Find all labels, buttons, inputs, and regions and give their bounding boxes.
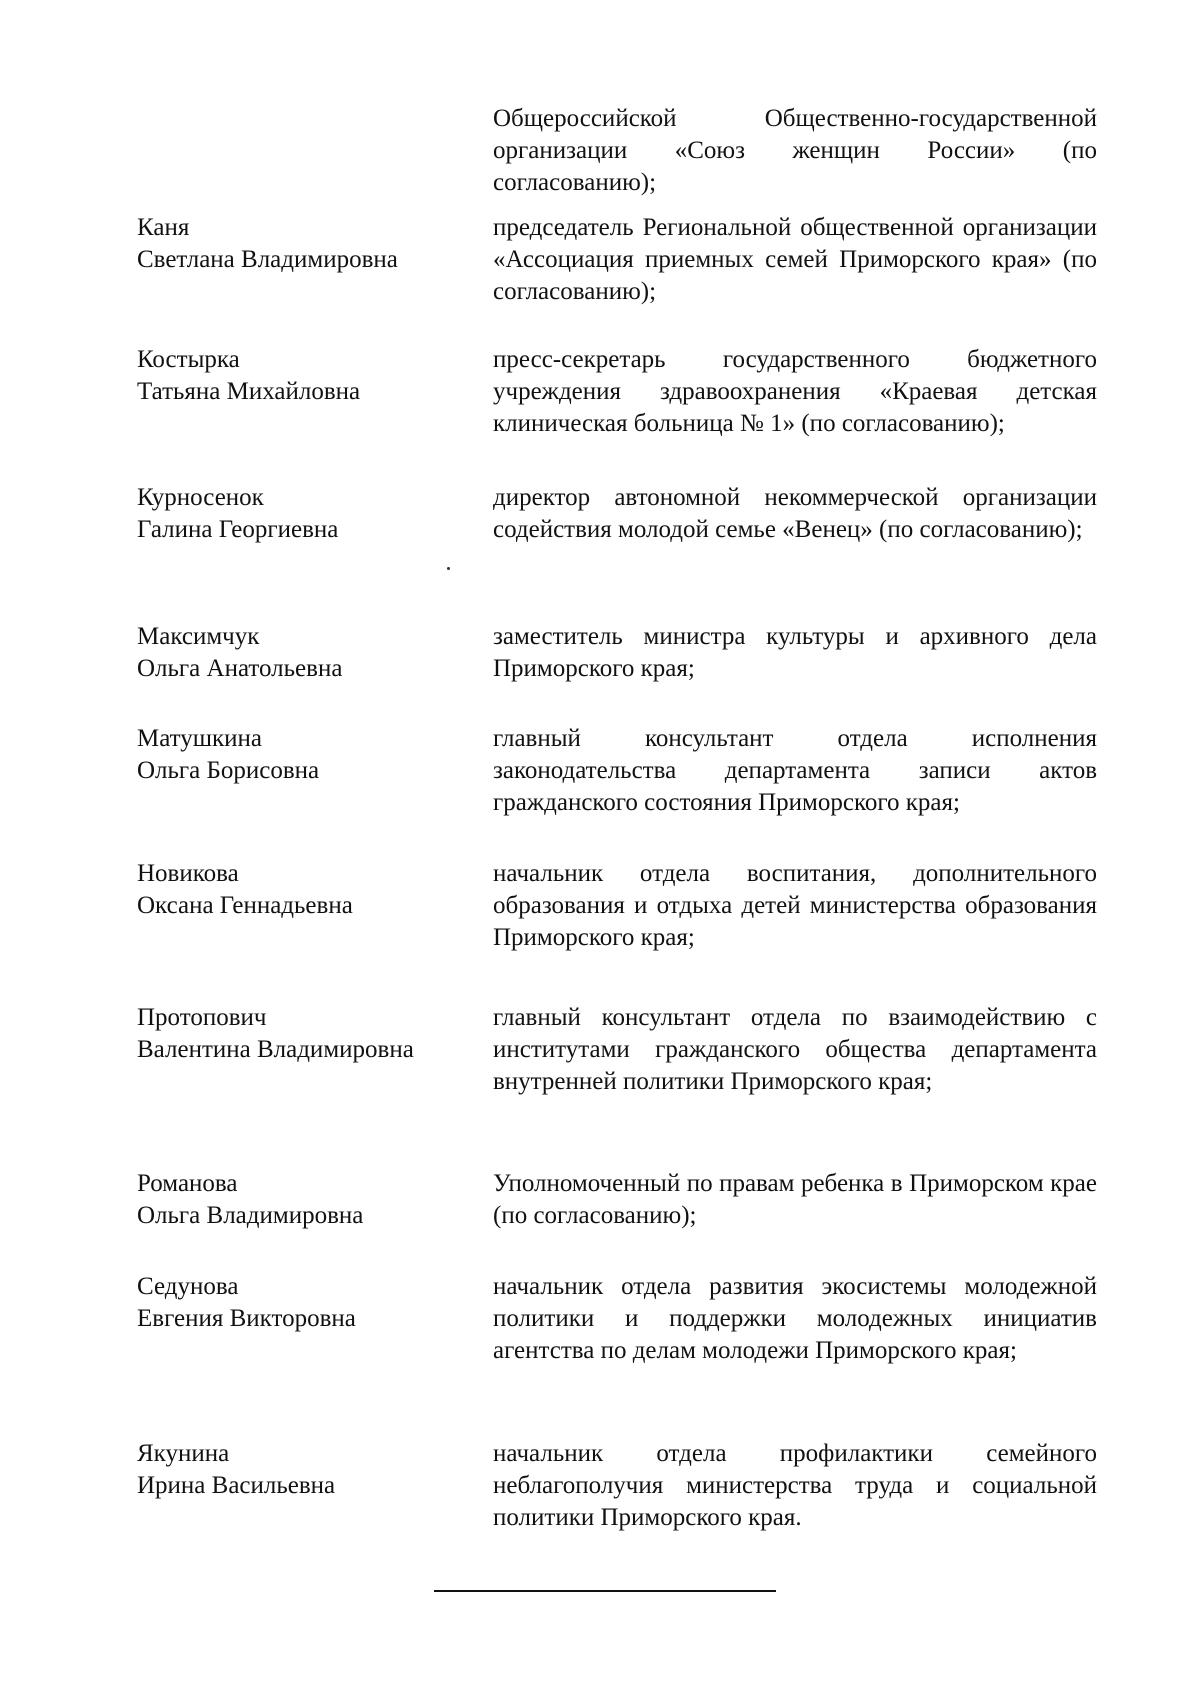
member-name (137, 1438, 467, 1502)
member-role: начальник отдела воспитания, дополнительного образования и отдыха детей министерства образования Приморского края; (493, 860, 1097, 951)
member-surname: Седунова (137, 1273, 239, 1300)
member-name (137, 858, 467, 922)
member-given-names: Валентина Владимировна (137, 1036, 414, 1063)
member-given-names: Евгения Викторовна (137, 1305, 356, 1332)
member-name (137, 212, 467, 276)
member-given-names: Галина Георгиевна (137, 516, 339, 543)
member-surname: Матушкина (137, 725, 263, 752)
member-role: пресс-секретарь государственного бюджетного учреждения здравоохранения «Краевая детская клиническая больница № 1» (по согласованию); (493, 346, 1097, 437)
member-surname: Новикова (137, 860, 239, 887)
member-surname: Протопович (137, 1004, 267, 1031)
member-surname: Курносенок (137, 484, 264, 511)
member-name (137, 1271, 467, 1335)
member-role: директор автономной некоммерческой организации содействия молодой семье «Венец» (по согласованию); (493, 484, 1097, 543)
member-role: Уполномоченный по правам ребенка в Приморском крае (по согласованию); (493, 1170, 1097, 1229)
member-surname: Якунина (137, 1440, 230, 1467)
member-given-names: Ольга Владимировна (137, 1202, 364, 1229)
member-given-names: Оксана Геннадьевна (137, 892, 353, 919)
member-surname: Максимчук (137, 623, 260, 650)
member-name (137, 344, 467, 408)
scan-speck (447, 567, 450, 570)
member-given-names: Ольга Анатольевна (137, 655, 343, 682)
member-name (137, 723, 467, 787)
member-surname: Костырка (137, 346, 240, 373)
member-given-names: Татьяна Михайловна (137, 378, 361, 405)
end-of-list-rule (434, 1590, 776, 1592)
member-given-names: Ирина Васильевна (137, 1472, 336, 1499)
member-surname: Каня (137, 214, 190, 241)
member-role: Общероссийской Общественно-государственной организации «Союз женщин России» (по согласованию); (493, 105, 1097, 196)
member-surname: Романова (137, 1170, 238, 1197)
member-name (137, 482, 467, 546)
member-role: начальник отдела профилактики семейного неблагополучия министерства труда и социальной политики Приморского края. (493, 1440, 1097, 1531)
member-name (137, 1168, 467, 1232)
member-role: главный консультант отдела по взаимодействию с институтами гражданского общества департамента внутренней политики Приморского края; (493, 1004, 1097, 1095)
member-name (137, 621, 467, 685)
member-given-names: Светлана Владимировна (137, 246, 398, 273)
member-role: заместитель министра культуры и архивного дела Приморского края; (493, 623, 1097, 682)
member-name (137, 1002, 467, 1066)
member-role: главный консультант отдела исполнения законодательства департамента записи актов гражданского состояния Приморского края; (493, 725, 1097, 816)
member-role: начальник отдела развития экосистемы молодежной политики и поддержки молодежных инициатив агентства по делам молодежи Приморского края; (493, 1273, 1097, 1364)
member-given-names: Ольга Борисовна (137, 757, 320, 784)
member-role: председатель Региональной общественной организации «Ассоциация приемных семей Приморского края» (по согласованию); (493, 214, 1097, 305)
